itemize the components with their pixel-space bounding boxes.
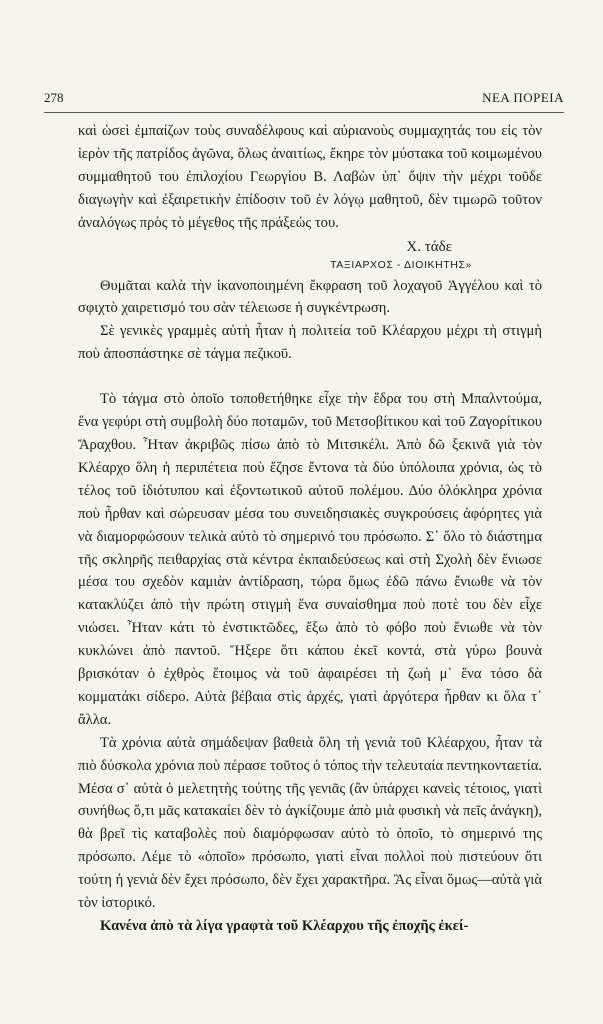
body-text	[78, 120, 542, 938]
header-rule	[44, 112, 564, 113]
paragraph: Σὲ γενικὲς γραμμὲς αὐτὴ ἦταν ἡ πολιτεία τοῦ Κλέαρχου μέχρι τὴ στιγμὴ ποὺ ἀποσπάστηκε σὲ τάγμα πεζικοῦ.	[78, 323, 542, 363]
page-number: 278	[44, 90, 64, 105]
paragraph-continued: καὶ ὡσεὶ ἐμπαίζων τοὺς συναδέλφους καὶ αὐριανοὺς συμμαχητάς του εἰς τὸν ἱερὸν τῆς πατρίδος ἀγῶνα, ὅλως ἀναιτίως, ἔκηρε τὸν μύστακα τοῦ κοιμωμένου συμμαθητοῦ του ἐπιλοχίου Γεωργίου Β. Λαβὼν ὑπ᾽ ὄψιν τὴν μέχρι τοῦδε διαγωγὴν καὶ ἐξαιρετικὴν ἐπίδοσιν τοῦ ἐν λόγῳ μαθητοῦ, δὲν τιμωρῶ τοῦτον ἀναλόγως πρὸς τὸ μέγεθος τῆς πράξεώς του.	[78, 123, 542, 231]
page-header	[44, 90, 564, 110]
paragraph: Τὰ χρόνια αὐτὰ σημάδεψαν βαθειὰ ὅλη τὴ γενιὰ τοῦ Κλέαρχου, ἦταν τὰ πιὸ δύσκολα χρόνια ποὺ πέρασε τοῦτος ὁ τόπος τὴν τελευταία πεντηκονταετία. Μέσα σ᾽ αὐτὰ ὁ μελετητὴς τούτης τῆς γενιᾶς (ἂν ὑπάρχει κανεὶς τέτοιος, γιατὶ συνήθως ὅ,τι μᾶς κατακαίει δὲν τὸ ἀγκίζουμε ἀπὸ μιὰ φυσικὴ νὰ πεῖς ἀνάγκη), θὰ βρεῖ τὶς καταβολὲς ποὺ διαμόρφωσαν αὐτὸ τὸ ὁποῖο, τὸ σημερινό της πρόσωπο. Λέμε τὸ «ὁποῖο» πρόσωπο, γιατὶ εἶναι πολλοὶ ποὺ πιστεύουν ὅτι τούτη ἡ γενιὰ δὲν ἔχει πρόσωπο, δὲν ἔχει χαρακτῆρα. Ἂς εἶναι ὅμως—αὐτὰ γιὰ τὸν ἱστορικό.	[78, 734, 542, 912]
paragraph: Θυμᾶται καλὰ τὴν ἱκανοποιημένη ἔκφραση τοῦ λοχαγοῦ Ἀγγέλου καὶ τὸ σφιχτὸ χαιρετισμό του σὰν τέλειωσε ἡ συγκέντρωση.	[78, 277, 542, 317]
section-gap	[78, 366, 542, 388]
paragraph: Τὸ τάγμα στὸ ὁποῖο τοποθετήθηκε εἶχε τὴν ἕδρα του στὴ Μπαλντούμα, ἕνα γεφύρι στὴ συμβολὴ δύο ποταμῶν, τοῦ Μετσοβίτικου καὶ τοῦ Ζαγορίτικου Ἄραχθου. Ἦταν ἀκριβῶς πίσω ἀπὸ τὸ Μιτσικέλι. Ἀπὸ δῶ ξεκινᾶ γιὰ τὸν Κλέαρχο ὅλη ἡ περιπέτεια ποὺ ἔζησε ἔντονα τὰ δύο ὑπόλοιπα χρόνια, ὡς τὸ τέλος τοῦ ἰδιότυπου καὶ ἐξοντωτικοῦ αὐτοῦ πολέμου. Δύο ὁλόκληρα χρόνια ποὺ ἦρθαν καὶ σώρευσαν μέσα του συνειδησιακὲς συγκρούσεις ἀφόρητες γιὰ νὰ διαμορφώσουν τελικὰ αὐτὸ τὸ σημερινό του πρόσωπο. Σ᾽ ὅλο τὸ διάστημα τῆς σκληρῆς πειθαρχίας στὰ κέντρα ἐκπαιδεύσεως καὶ στὴ Σχολὴ δὲν ἔνιωσε μέσα του σχεδὸν καμιὰν ἀντίδραση, τώρα ὅμως ἐδῶ πάνω ἔνιωθε νὰ τὸν κατακλύζει ἀπὸ τὴν πρώτη στιγμὴ ἕνα συναίσθημα ποὺ ποτὲ του δὲν εἶχε νιώσει. Ἦταν κάτι τὸ ἐνστικτῶδες, ἔξω ἀπὸ τὸ φόβο ποὺ ἔνιωθε νὰ τὸν κυκλώνει ἀπὸ παντοῦ. Ἤξερε ὅτι κάπου ἐκεῖ κοντά, στὰ γύρω βουνὰ βρισκόταν ὁ ἐχθρὸς ἕτοιμος νὰ τοῦ ἀφαιρέσει τὴ ζωὴ μ᾽ ἕνα τόσο δὰ κομματάκι σίδερο. Αὐτὰ βέβαια στὶς ἀρχές, γιατὶ ἀργότερα ἦρθαν κι ὅλα τ᾽ ἄλλα.	[78, 391, 542, 728]
running-title: ΝΕΑ ΠΟΡΕΙΑ	[482, 90, 564, 105]
signature-title: ΤΑΞΙΑΡΧΟΣ - ΔΙΟΙΚΗΤΗΣ»	[330, 258, 472, 271]
paragraph: Κανένα ἀπὸ τὰ λίγα γραφτὰ τοῦ Κλέαρχου τῆς ἐποχῆς ἐκεί-	[100, 918, 469, 934]
signature: Χ. τάδε	[406, 238, 452, 255]
